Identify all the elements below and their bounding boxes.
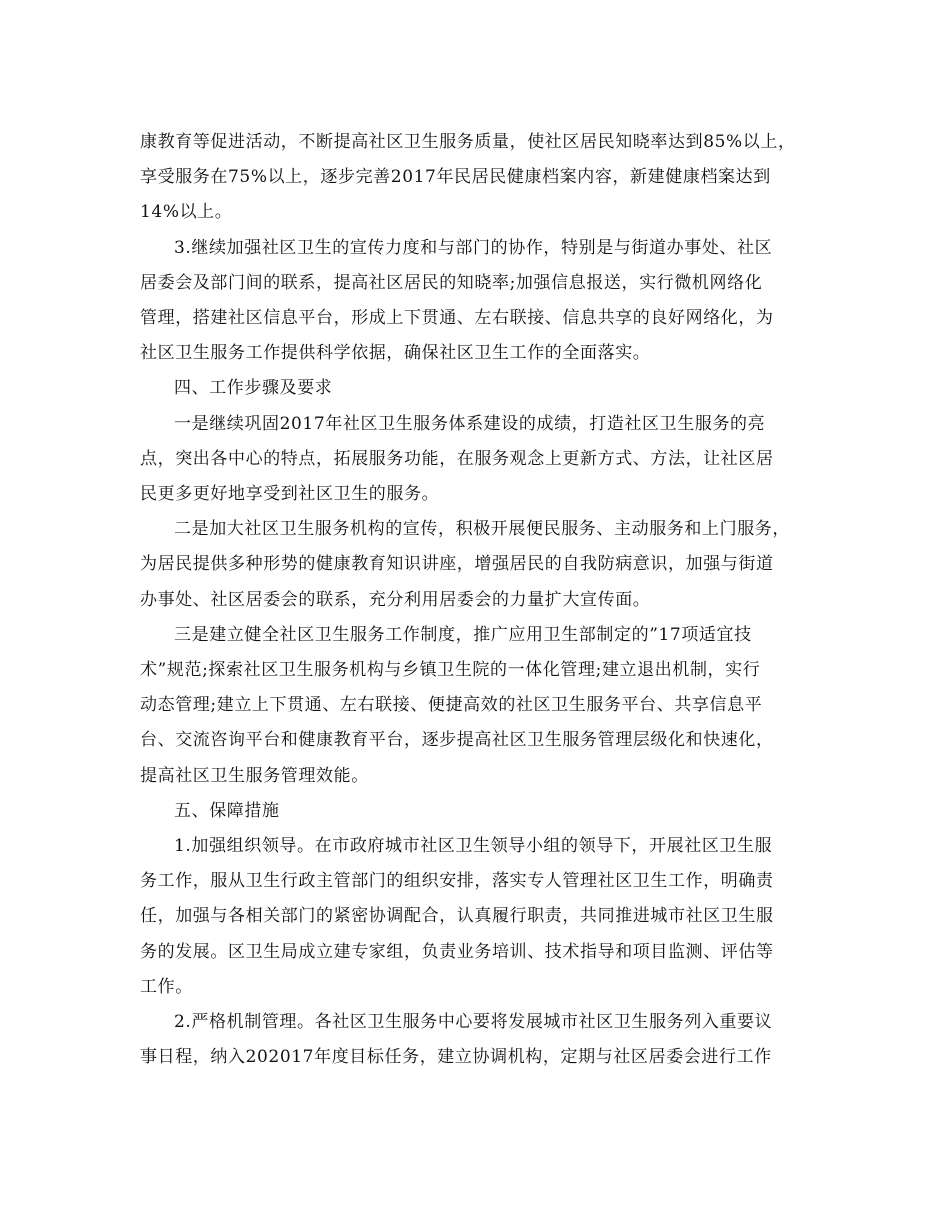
text-line: 居委会及部门间的联系，提高社区居民的知晓率;加强信息报送，实行微机网络化 xyxy=(140,272,763,293)
text-line: 动态管理;建立上下贯通、左右联接、便捷高效的社区卫生服务平台、共享信息平 xyxy=(140,695,763,716)
text-line: 享受服务在75%以上，逐步完善2017年民居民健康档案内容，新建健康档案达到 xyxy=(140,167,771,188)
text-line: 务的发展。区卫生局成立建专家组，负责业务培训、技术指导和项目监测、评估等 xyxy=(140,941,774,962)
text-line: 2.严格机制管理。各社区卫生服务中心要将发展城市社区卫生服务列入重要议 xyxy=(174,1012,773,1033)
text-line: 事日程，纳入202017年度目标任务，建立协调机构，定期与社区居委会进行工作 xyxy=(140,1047,772,1068)
paragraph-heading-5 xyxy=(140,794,820,829)
text-line: 台、交流咨询平台和健康教育平台，逐步提高社区卫生服务管理层级化和快速化， xyxy=(140,730,774,751)
text-line: 办事处、社区居委会的联系，充分利用居委会的力量扩大宣传面。 xyxy=(140,589,651,610)
paragraph-item-3 xyxy=(140,231,820,372)
paragraph-measure-2 xyxy=(140,1005,820,1075)
text-line: 二是加大社区卫生服务机构的宣传，积极开展便民服务、主动服务和上门服务， xyxy=(174,519,790,540)
text-line: 社区卫生服务工作提供科学依据，确保社区卫生工作的全面落实。 xyxy=(140,343,651,364)
paragraph-intro-continued xyxy=(140,125,820,231)
document-page xyxy=(140,125,820,1075)
text-line: 1.加强组织领导。在市政府城市社区卫生领导小组的领导下，开展社区卫生服 xyxy=(174,836,773,857)
text-line: 民更多更好地享受到社区卫生的服务。 xyxy=(140,484,440,505)
text-line: 点，突出各中心的特点，拓展服务功能，在服务观念上更新方式、方法，让社区居 xyxy=(140,448,774,469)
text-line: 一是继续巩固2017年社区卫生服务体系建设的成绩，打造社区卫生服务的亮 xyxy=(174,413,766,434)
text-line: 3.继续加强社区卫生的宣传力度和与部门的协作，特别是与街道办事处、社区 xyxy=(174,237,773,258)
paragraph-step-3 xyxy=(140,618,820,794)
paragraph-measure-1 xyxy=(140,829,820,1005)
text-line: 管理，搭建社区信息平台，形成上下贯通、左右联接、信息共享的良好网络化，为 xyxy=(140,308,774,329)
text-line: 五、保障措施 xyxy=(174,800,280,821)
text-line: 康教育等促进活动，不断提高社区卫生服务质量，使社区居民知晓率达到85%以上， xyxy=(140,132,796,152)
text-line: 为居民提供多种形势的健康教育知识讲座，增强居民的自我防病意识，加强与街道 xyxy=(140,554,774,575)
text-line: 术”规范;探索社区卫生服务机构与乡镇卫生院的一体化管理;建立退出机制，实行 xyxy=(140,660,761,681)
paragraph-step-1 xyxy=(140,407,820,513)
paragraph-step-2 xyxy=(140,512,820,618)
paragraph-heading-4 xyxy=(140,371,820,406)
text-line: 务工作，服从卫生行政主管部门的组织安排，落实专人管理社区卫生工作，明确责 xyxy=(140,871,774,892)
text-line: 14%以上。 xyxy=(140,202,233,223)
text-line: 提高社区卫生服务管理效能。 xyxy=(140,765,369,786)
text-line: 四、工作步骤及要求 xyxy=(174,378,333,399)
text-line: 任，加强与各相关部门的紧密协调配合，认真履行职责，共同推进城市社区卫生服 xyxy=(140,906,774,927)
text-line: 工作。 xyxy=(140,976,193,997)
text-line: 三是建立健全社区卫生服务工作制度，推广应用卫生部制定的”17项适宜技 xyxy=(174,624,752,645)
